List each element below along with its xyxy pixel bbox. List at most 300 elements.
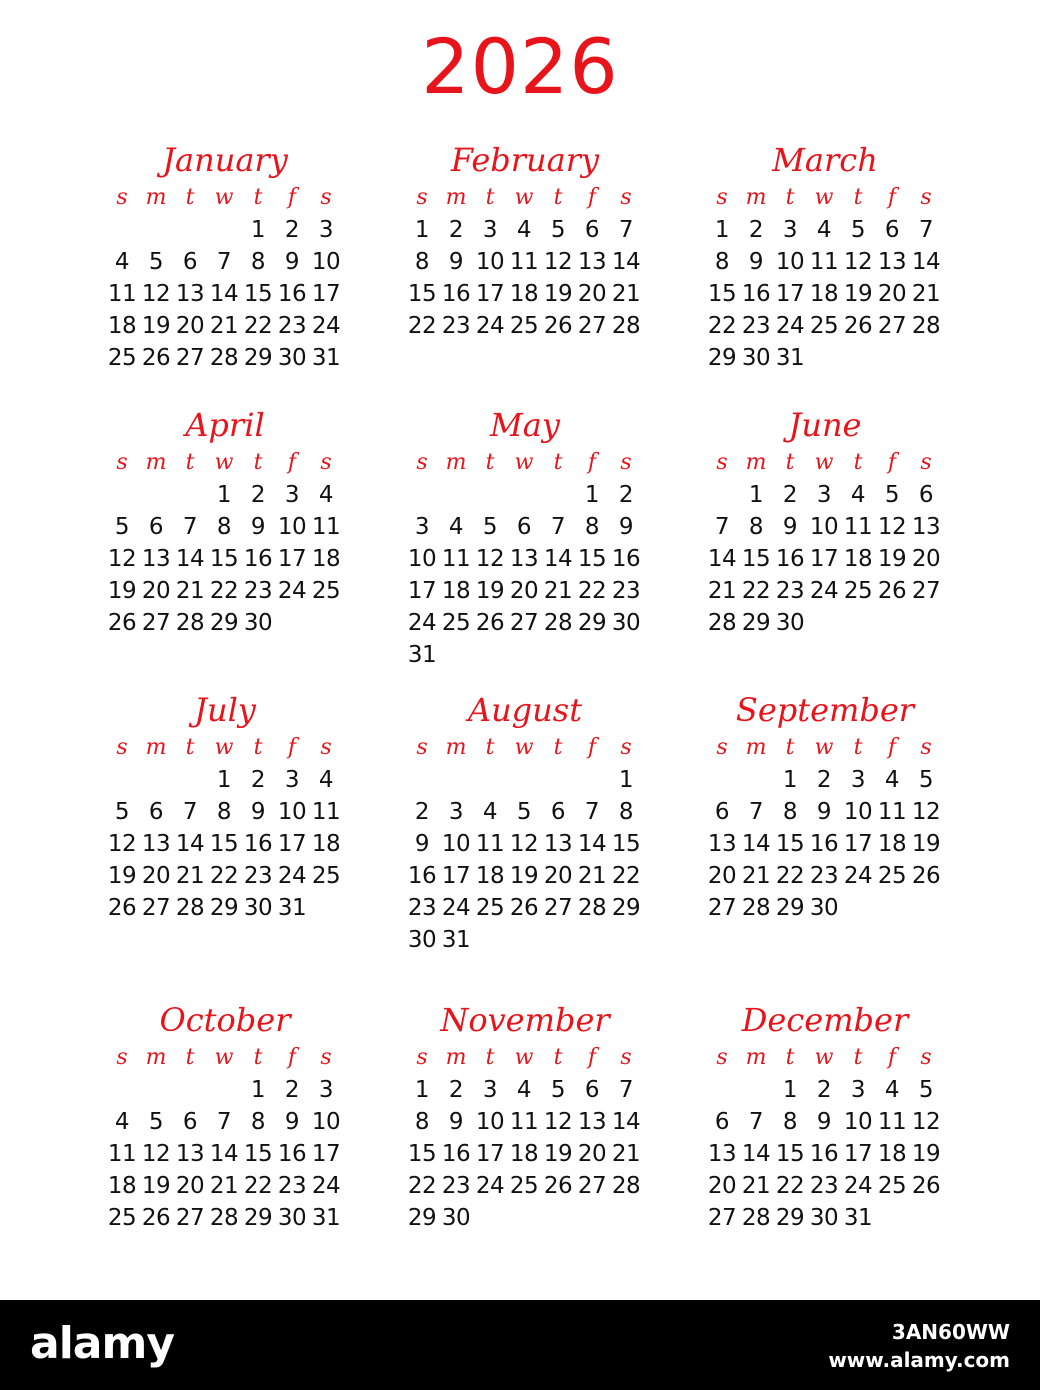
weekday-label: w	[214, 450, 234, 475]
weekday-label: w	[814, 185, 834, 210]
day-cell: 9	[618, 514, 634, 540]
day-cell: 13	[175, 281, 205, 307]
day-cell: 16	[277, 281, 307, 307]
day-cell: 27	[543, 895, 573, 921]
weekday-label: f	[887, 185, 897, 210]
weekday-label: f	[887, 1045, 897, 1070]
day-cell: 22	[611, 863, 641, 889]
day-empty	[139, 214, 173, 246]
day-cell: 4	[318, 482, 334, 508]
weekday-label: t	[853, 1045, 863, 1070]
day-cell: 12	[141, 281, 171, 307]
day-cell: 3	[782, 217, 798, 243]
weekday-label: t	[185, 735, 195, 760]
day-cell: 13	[141, 546, 171, 572]
day-empty	[439, 479, 473, 511]
day-cell: 24	[475, 313, 505, 339]
day-cell: 7	[216, 249, 232, 275]
day-cell: 10	[277, 799, 307, 825]
day-grid	[105, 734, 345, 924]
day-cell: 21	[611, 281, 641, 307]
day-cell: 12	[509, 831, 539, 857]
weekday-label: t	[485, 1045, 495, 1070]
day-cell: 5	[550, 1077, 566, 1103]
month-name: January	[162, 141, 288, 179]
day-cell: 8	[216, 514, 232, 540]
weekday-label: t	[185, 450, 195, 475]
day-empty	[705, 1074, 739, 1106]
weekday-label: s	[416, 1045, 428, 1070]
weekday-label: t	[553, 450, 563, 475]
day-cell: 1	[250, 1077, 266, 1103]
day-cell: 29	[209, 610, 239, 636]
month-september	[705, 690, 945, 924]
day-cell: 19	[141, 313, 171, 339]
day-cell: 11	[107, 281, 137, 307]
day-cell: 12	[475, 546, 505, 572]
day-empty	[705, 479, 739, 511]
day-cell: 2	[250, 482, 266, 508]
day-cell: 8	[782, 1109, 798, 1135]
weekday-label: s	[320, 450, 332, 475]
weekday-label: f	[587, 450, 597, 475]
day-cell: 5	[918, 1077, 934, 1103]
month-name: August	[467, 691, 583, 729]
day-cell: 21	[209, 1173, 239, 1199]
day-cell: 5	[148, 1109, 164, 1135]
day-empty	[173, 764, 207, 796]
day-cell: 31	[407, 642, 437, 668]
day-cell: 5	[550, 217, 566, 243]
day-cell: 30	[277, 345, 307, 371]
day-cell: 9	[250, 514, 266, 540]
day-cell: 22	[243, 313, 273, 339]
month-february	[405, 140, 645, 342]
day-cell: 23	[775, 578, 805, 604]
day-cell: 29	[611, 895, 641, 921]
day-cell: 27	[707, 1205, 737, 1231]
day-cell: 12	[843, 249, 873, 275]
day-grid	[705, 184, 945, 374]
day-cell: 2	[448, 1077, 464, 1103]
day-cell: 20	[509, 578, 539, 604]
day-cell: 31	[277, 895, 307, 921]
weekday-label: s	[116, 185, 128, 210]
month-name: December	[741, 1001, 909, 1039]
day-cell: 25	[107, 345, 137, 371]
day-cell: 26	[543, 313, 573, 339]
day-empty	[473, 479, 507, 511]
day-cell: 6	[182, 1109, 198, 1135]
day-cell: 19	[911, 831, 941, 857]
weekday-label: t	[485, 185, 495, 210]
day-cell: 11	[509, 1109, 539, 1135]
day-cell: 25	[107, 1205, 137, 1231]
day-cell: 30	[741, 345, 771, 371]
day-cell: 27	[175, 1205, 205, 1231]
weekday-label: t	[553, 185, 563, 210]
day-cell: 3	[284, 482, 300, 508]
day-cell: 17	[475, 281, 505, 307]
day-cell: 11	[311, 799, 341, 825]
day-cell: 4	[318, 767, 334, 793]
day-cell: 15	[407, 281, 437, 307]
day-cell: 24	[277, 863, 307, 889]
day-cell: 1	[414, 217, 430, 243]
day-cell: 8	[618, 799, 634, 825]
day-cell: 13	[577, 249, 607, 275]
day-cell: 7	[182, 514, 198, 540]
day-cell: 29	[741, 610, 771, 636]
day-cell: 14	[543, 546, 573, 572]
day-empty	[439, 764, 473, 796]
day-cell: 1	[216, 767, 232, 793]
day-cell: 27	[707, 895, 737, 921]
weekday-label: s	[920, 735, 932, 760]
day-cell: 10	[475, 249, 505, 275]
day-cell: 21	[611, 1141, 641, 1167]
day-cell: 16	[809, 1141, 839, 1167]
day-cell: 17	[775, 281, 805, 307]
day-cell: 11	[877, 1109, 907, 1135]
weekday-label: t	[785, 1045, 795, 1070]
weekday-label: s	[320, 735, 332, 760]
day-cell: 11	[809, 249, 839, 275]
day-cell: 4	[482, 799, 498, 825]
day-cell: 26	[843, 313, 873, 339]
day-cell: 12	[543, 249, 573, 275]
weekday-label: t	[253, 185, 263, 210]
day-cell: 30	[407, 927, 437, 953]
day-cell: 3	[284, 767, 300, 793]
day-cell: 16	[407, 863, 437, 889]
day-cell: 28	[577, 895, 607, 921]
weekday-label: t	[853, 735, 863, 760]
day-cell: 11	[441, 546, 471, 572]
weekday-label: f	[587, 735, 597, 760]
day-cell: 9	[284, 249, 300, 275]
day-cell: 28	[209, 1205, 239, 1231]
day-cell: 11	[107, 1141, 137, 1167]
day-cell: 14	[611, 249, 641, 275]
weekday-label: s	[920, 450, 932, 475]
day-cell: 17	[407, 578, 437, 604]
weekday-label: t	[485, 735, 495, 760]
day-cell: 17	[311, 1141, 341, 1167]
day-cell: 12	[911, 1109, 941, 1135]
day-cell: 13	[175, 1141, 205, 1167]
day-cell: 3	[318, 1077, 334, 1103]
weekday-label: t	[485, 450, 495, 475]
day-cell: 28	[543, 610, 573, 636]
site-url: www.alamy.com	[828, 1348, 1010, 1372]
day-cell: 24	[311, 313, 341, 339]
day-cell: 20	[911, 546, 941, 572]
weekday-label: t	[553, 1045, 563, 1070]
day-cell: 27	[175, 345, 205, 371]
weekday-label: f	[287, 450, 297, 475]
weekday-label: s	[116, 1045, 128, 1070]
day-cell: 6	[148, 799, 164, 825]
day-cell: 10	[809, 514, 839, 540]
day-cell: 18	[107, 313, 137, 339]
day-cell: 6	[550, 799, 566, 825]
day-cell: 11	[877, 799, 907, 825]
day-cell: 28	[911, 313, 941, 339]
day-cell: 26	[107, 895, 137, 921]
day-empty	[207, 214, 241, 246]
day-cell: 5	[148, 249, 164, 275]
day-cell: 13	[141, 831, 171, 857]
day-cell: 14	[611, 1109, 641, 1135]
day-cell: 28	[175, 895, 205, 921]
day-cell: 13	[543, 831, 573, 857]
day-cell: 2	[284, 217, 300, 243]
weekday-label: s	[116, 735, 128, 760]
day-cell: 26	[107, 610, 137, 636]
day-cell: 15	[775, 1141, 805, 1167]
day-cell: 2	[816, 1077, 832, 1103]
day-cell: 28	[209, 345, 239, 371]
day-cell: 4	[884, 1077, 900, 1103]
day-cell: 11	[475, 831, 505, 857]
day-cell: 31	[441, 927, 471, 953]
day-cell: 17	[809, 546, 839, 572]
day-cell: 29	[707, 345, 737, 371]
day-cell: 2	[748, 217, 764, 243]
day-grid	[405, 449, 645, 671]
day-cell: 9	[816, 799, 832, 825]
day-empty	[105, 1074, 139, 1106]
day-cell: 23	[441, 1173, 471, 1199]
day-cell: 5	[482, 514, 498, 540]
weekday-label: t	[253, 735, 263, 760]
day-cell: 23	[243, 863, 273, 889]
day-cell: 1	[782, 1077, 798, 1103]
day-cell: 28	[611, 1173, 641, 1199]
day-cell: 11	[509, 249, 539, 275]
day-cell: 18	[877, 1141, 907, 1167]
day-cell: 15	[577, 546, 607, 572]
day-cell: 19	[543, 281, 573, 307]
weekday-label: t	[785, 735, 795, 760]
day-cell: 5	[114, 799, 130, 825]
day-cell: 26	[141, 345, 171, 371]
day-cell: 26	[911, 863, 941, 889]
day-cell: 23	[741, 313, 771, 339]
day-cell: 21	[741, 1173, 771, 1199]
day-empty	[405, 479, 439, 511]
image-id: 3AN60WW	[891, 1320, 1010, 1344]
day-cell: 8	[748, 514, 764, 540]
day-cell: 23	[277, 313, 307, 339]
day-cell: 27	[911, 578, 941, 604]
day-cell: 7	[618, 217, 634, 243]
day-cell: 7	[550, 514, 566, 540]
day-cell: 3	[816, 482, 832, 508]
day-cell: 25	[877, 1173, 907, 1199]
day-cell: 19	[877, 546, 907, 572]
day-cell: 1	[748, 482, 764, 508]
day-empty	[105, 479, 139, 511]
day-cell: 1	[250, 217, 266, 243]
day-cell: 15	[243, 1141, 273, 1167]
month-name: June	[788, 406, 862, 444]
weekday-label: s	[716, 185, 728, 210]
day-cell: 9	[448, 249, 464, 275]
day-cell: 2	[250, 767, 266, 793]
day-cell: 5	[850, 217, 866, 243]
day-cell: 2	[448, 217, 464, 243]
weekday-label: s	[620, 735, 632, 760]
day-cell: 7	[918, 217, 934, 243]
day-cell: 22	[243, 1173, 273, 1199]
weekday-label: f	[287, 735, 297, 760]
weekday-label: s	[920, 1045, 932, 1070]
day-cell: 22	[407, 313, 437, 339]
weekday-label: s	[416, 735, 428, 760]
weekday-label: w	[514, 735, 534, 760]
day-cell: 6	[884, 217, 900, 243]
day-cell: 9	[414, 831, 430, 857]
month-june	[705, 405, 945, 639]
day-cell: 15	[611, 831, 641, 857]
day-cell: 22	[741, 578, 771, 604]
weekday-label: w	[814, 735, 834, 760]
day-empty	[207, 1074, 241, 1106]
day-cell: 14	[175, 831, 205, 857]
day-cell: 5	[884, 482, 900, 508]
footer-meta	[828, 1318, 1010, 1374]
day-grid	[405, 1044, 645, 1234]
day-cell: 19	[543, 1141, 573, 1167]
weekday-label: s	[620, 450, 632, 475]
day-cell: 16	[441, 281, 471, 307]
day-cell: 13	[509, 546, 539, 572]
weekday-label: s	[320, 185, 332, 210]
day-cell: 10	[277, 514, 307, 540]
year-title: 2026	[421, 22, 619, 111]
weekday-label: t	[785, 450, 795, 475]
day-cell: 15	[707, 281, 737, 307]
weekday-label: t	[853, 185, 863, 210]
day-cell: 21	[741, 863, 771, 889]
day-grid	[405, 734, 645, 956]
day-cell: 19	[107, 578, 137, 604]
day-cell: 16	[243, 546, 273, 572]
day-cell: 26	[877, 578, 907, 604]
month-name: July	[194, 691, 256, 729]
month-may	[405, 405, 645, 671]
day-cell: 13	[577, 1109, 607, 1135]
day-cell: 8	[414, 1109, 430, 1135]
day-grid	[705, 1044, 945, 1234]
day-grid	[705, 449, 945, 639]
day-cell: 14	[209, 1141, 239, 1167]
day-cell: 30	[243, 895, 273, 921]
day-cell: 30	[611, 610, 641, 636]
day-cell: 27	[141, 895, 171, 921]
day-cell: 29	[243, 345, 273, 371]
weekday-label: m	[145, 185, 167, 210]
day-cell: 23	[809, 863, 839, 889]
day-cell: 22	[209, 578, 239, 604]
day-cell: 4	[816, 217, 832, 243]
day-cell: 20	[707, 863, 737, 889]
day-cell: 23	[277, 1173, 307, 1199]
day-cell: 25	[311, 863, 341, 889]
day-cell: 31	[775, 345, 805, 371]
day-empty	[541, 479, 575, 511]
day-cell: 27	[509, 610, 539, 636]
day-cell: 13	[707, 831, 737, 857]
day-cell: 3	[448, 799, 464, 825]
day-empty	[739, 764, 773, 796]
day-cell: 3	[482, 1077, 498, 1103]
day-cell: 30	[277, 1205, 307, 1231]
day-cell: 30	[775, 610, 805, 636]
day-cell: 7	[216, 1109, 232, 1135]
day-cell: 21	[577, 863, 607, 889]
weekday-label: t	[253, 1045, 263, 1070]
month-march	[705, 140, 945, 374]
day-cell: 2	[782, 482, 798, 508]
month-november	[405, 1000, 645, 1234]
weekday-label: t	[853, 450, 863, 475]
day-grid	[405, 184, 645, 342]
day-cell: 2	[414, 799, 430, 825]
day-cell: 20	[141, 863, 171, 889]
day-cell: 25	[441, 610, 471, 636]
day-cell: 21	[911, 281, 941, 307]
weekday-label: w	[214, 185, 234, 210]
day-cell: 17	[843, 831, 873, 857]
day-grid	[705, 734, 945, 924]
month-name: March	[772, 141, 878, 179]
month-name: April	[185, 406, 265, 444]
day-cell: 24	[441, 895, 471, 921]
day-cell: 7	[584, 799, 600, 825]
day-cell: 21	[209, 313, 239, 339]
day-cell: 18	[809, 281, 839, 307]
weekday-label: m	[445, 450, 467, 475]
day-cell: 18	[509, 281, 539, 307]
day-cell: 2	[816, 767, 832, 793]
day-cell: 29	[775, 1205, 805, 1231]
day-cell: 7	[182, 799, 198, 825]
day-cell: 17	[475, 1141, 505, 1167]
day-cell: 16	[775, 546, 805, 572]
day-cell: 25	[509, 1173, 539, 1199]
day-cell: 9	[782, 514, 798, 540]
day-cell: 20	[175, 1173, 205, 1199]
day-cell: 14	[741, 1141, 771, 1167]
day-cell: 14	[707, 546, 737, 572]
day-cell: 18	[311, 546, 341, 572]
day-cell: 14	[911, 249, 941, 275]
day-cell: 21	[175, 578, 205, 604]
day-empty	[139, 764, 173, 796]
day-cell: 18	[877, 831, 907, 857]
day-cell: 18	[509, 1141, 539, 1167]
day-cell: 15	[407, 1141, 437, 1167]
day-cell: 12	[107, 546, 137, 572]
day-cell: 28	[611, 313, 641, 339]
weekday-label: m	[145, 450, 167, 475]
month-name: September	[735, 691, 915, 729]
weekday-label: w	[514, 1045, 534, 1070]
day-cell: 27	[877, 313, 907, 339]
